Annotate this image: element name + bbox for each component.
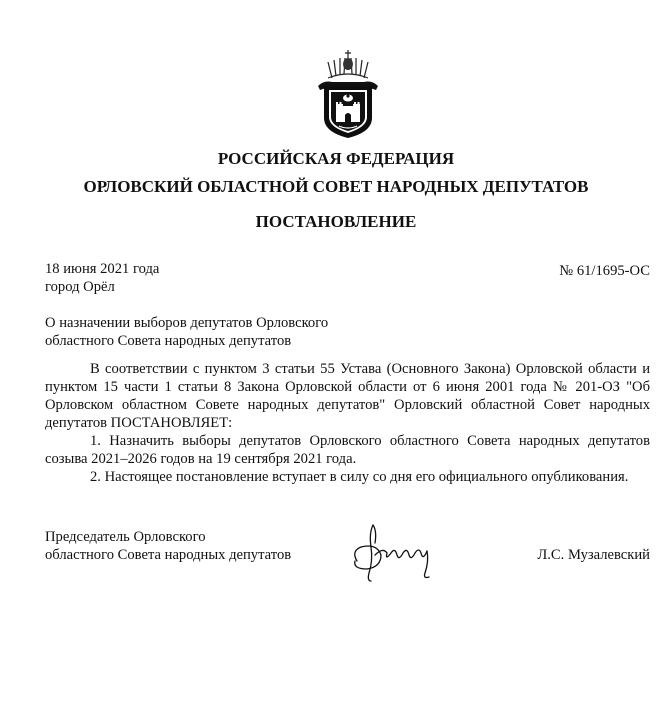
document-city: город Орёл [45,279,115,295]
document-body [45,360,650,486]
signatory-position-line-1: Председатель Орловского [45,529,206,545]
subject-line-1: О назначении выборов депутатов Орловского [45,315,329,331]
signatory-name: Л.С. Музалевский [537,547,650,563]
resolution-item-2: 2. Настоящее постановление вступает в силу со дня его официального опубликования. [90,469,629,485]
country-title: РОССИЙСКАЯ ФЕДЕРАЦИЯ [217,149,455,168]
document-type-title: ПОСТАНОВЛЕНИЕ [255,212,417,231]
coat-of-arms-icon [314,48,382,138]
signatory-position-line-2: областного Совета народных депутатов [45,547,292,563]
subject-line-2: областного Совета народных депутатов [45,333,292,349]
document-date: 18 июня 2021 года [45,261,160,277]
preamble-paragraph: В соответствии с пунктом 3 статьи 55 Устава (Основного Закона) Орловской области и пунктом 15 части 1 статьи 8 Закона Орловской области от 6 июня 2001 года № 201-ОЗ "Об Орловском областном Совете народных депутатов" Орловский областной Совет народных депутатов ПОСТАНОВЛЯЕТ: [45,361,650,431]
signature-icon [347,521,437,583]
document-number: № 61/1695-ОС [559,263,650,279]
resolution-item-1: 1. Назначить выборы депутатов Орловского областного Совета народных депутатов созыва 2021–2026 годов на 19 сентября 2021 года. [45,433,650,467]
council-title: ОРЛОВСКИЙ ОБЛАСТНОЙ СОВЕТ НАРОДНЫХ ДЕПУТАТОВ [83,177,589,196]
